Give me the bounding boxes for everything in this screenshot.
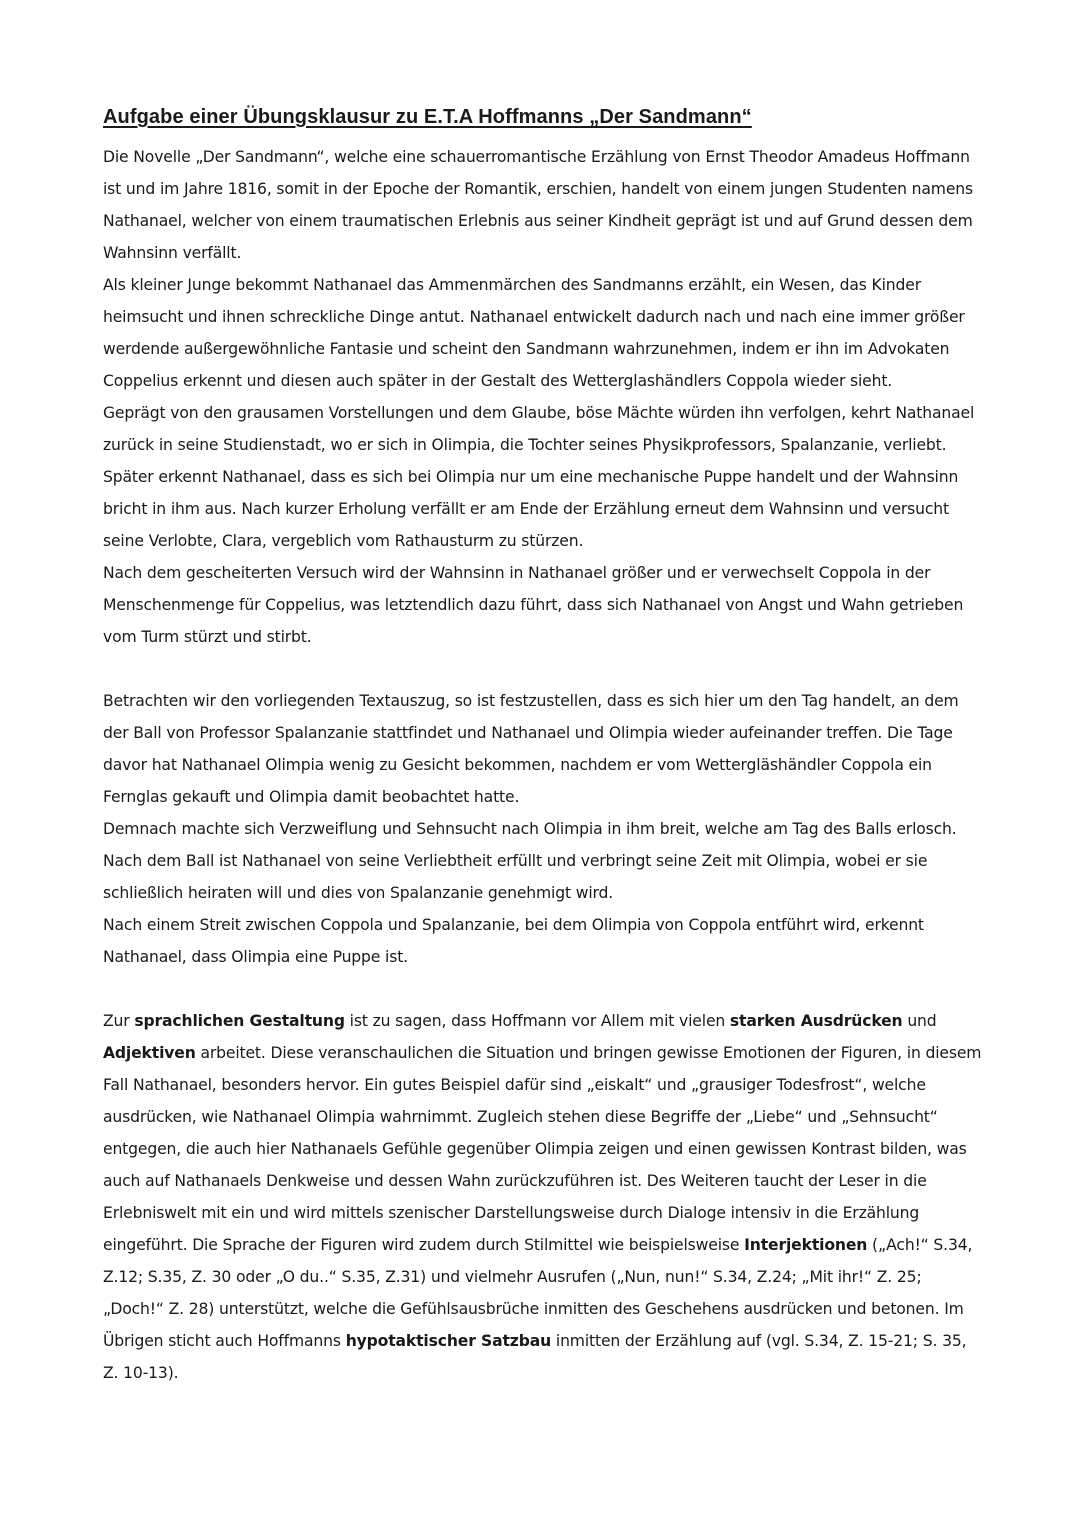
summary-paragraph-3: Geprägt von den grausamen Vorstellungen und dem Glaube, böse Mächte würden ihn verfolgen, kehrt Nathanael zurück in seine Studienstadt, wo er sich in Olimpia, die Tochter seines Physikprofessors, Spalanzanie, verliebt. Später erkennt Nathanael, dass es sich bei Olimpia nur um eine mechanische Puppe handelt und der Wahnsinn bricht in ihm aus. Nach kurzer Erholung verfällt er am Ende der Erzählung erneut dem Wahnsinn und versucht seine Verlobte, Clara, vergeblich vom Rathausturm zu stürzen.	[103, 404, 975, 550]
context-paragraph-3: Nach einem Streit zwischen Coppola und Spalanzanie, bei dem Olimpia von Coppola entführt wird, erkennt Nathanael, dass Olimpia eine Puppe ist.	[103, 916, 924, 966]
bold-term-interjektionen: Interjektionen	[744, 1236, 868, 1254]
context-paragraph-2: Demnach machte sich Verzweiflung und Sehnsucht nach Olimpia in ihm breit, welche am Tag des Balls erlosch. Nach dem Ball ist Nathanael von seine Verliebtheit erfüllt und verbringt seine Zeit mit Olimpia, wobei er sie schließlich heiraten will und dies von Spalanzanie genehmigt wird.	[103, 820, 957, 902]
paragraph-gap	[103, 653, 983, 685]
page-title: Aufgabe einer Übungsklausur zu E.T.A Hoffmanns „Der Sandmann“	[103, 106, 752, 128]
document-page	[103, 100, 983, 1389]
summary-paragraph-1: Die Novelle „Der Sandmann“, welche eine schauerromantische Erzählung von Ernst Theodor Amadeus Hoffmann ist und im Jahre 1816, somit in der Epoche der Romantik, erschien, handelt von einem jungen Studenten namens Nathanael, welcher von einem traumatischen Erlebnis aus seiner Kindheit geprägt ist und auf Grund dessen dem Wahnsinn verfällt.	[103, 148, 973, 262]
text-segment: („Ach!“ S.34, Z.12; S.35, Z. 30 oder „O du..“ S.35, Z.31) und vielmehr Ausrufen („Nun, nun!“ S.34, Z.24; „Mit ihr!“ Z. 25; „Doch!“ Z. 28) unterstützt, welche die Gefühlsausbrüche inmitten des Geschehens ausdrücken und betonen. Im Übrigen sticht auch Hoffmanns	[103, 1236, 973, 1350]
text-segment: arbeitet. Diese veranschaulichen die Situation und bringen gewisse Emotionen der Figuren, in diesem Fall Nathanael, besonders hervor. Ein gutes Beispiel dafür sind „eiskalt“ und „grausiger Todesfrost“, welche ausdrücken, wie Nathanael Olimpia wahrnimmt. Zugleich stehen diese Begriffe der „Liebe“ und „Sehnsucht“ entgegen, die auch hier Nathanaels Gefühle gegenüber Olimpia zeigen und einen gewissen Kontrast bilden, was auch auf Nathanaels Denkweise und dessen Wahn zurückzuführen ist. Des Weiteren taucht der Leser in die Erlebniswelt mit ein und wird mittels szenischer Darstellungsweise durch Dialoge intensiv in die Erzählung eingeführt. Die Sprache der Figuren wird zudem durch Stilmittel wie beispielsweise	[103, 1044, 982, 1254]
summary-paragraph-4: Nach dem gescheiterten Versuch wird der Wahnsinn in Nathanael größer und er verwechselt Coppola in der Menschenmenge für Coppelius, was letztendlich dazu führt, dass sich Nathanael von Angst und Wahn getrieben vom Turm stürzt und stirbt.	[103, 564, 964, 646]
text-segment: inmitten der Erzählung auf (vgl. S.34, Z. 15-21; S. 35, Z. 10-13).	[103, 1332, 967, 1382]
bold-term-sprachliche-gestaltung: sprachlichen Gestaltung	[134, 1012, 345, 1030]
text-segment: ist zu sagen, dass Hoffmann vor Allem mit vielen	[344, 1012, 730, 1030]
text-segment: und	[902, 1012, 937, 1030]
context-paragraph-1: Betrachten wir den vorliegenden Textauszug, so ist festzustellen, dass es sich hier um den Tag handelt, an dem der Ball von Professor Spalanzanie stattfindet und Nathanael und Olimpia wieder aufeinander treffen. Die Tage davor hat Nathanael Olimpia wenig zu Gesicht bekommen, nachdem er vom Wettergläshändler Coppola ein Fernglas gekauft und Olimpia damit beobachtet hatte.	[103, 692, 959, 806]
bold-term-adjektive: Adjektiven	[103, 1044, 196, 1062]
language-analysis-paragraph	[103, 1005, 983, 1389]
text-segment: Zur	[103, 1012, 135, 1030]
bold-term-hypotaktischer-satzbau: hypotaktischer Satzbau	[345, 1332, 552, 1350]
paragraph-gap	[103, 973, 983, 1005]
bold-term-starke-ausdruecke: starken Ausdrücken	[729, 1012, 903, 1030]
summary-paragraph-2: Als kleiner Junge bekommt Nathanael das Ammenmärchen des Sandmanns erzählt, ein Wesen, das Kinder heimsucht und ihnen schreckliche Dinge antut. Nathanael entwickelt dadurch nach und nach eine immer größer werdende außergewöhnliche Fantasie und scheint den Sandmann wahrzunehmen, indem er ihn im Advokaten Coppelius erkennt und diesen auch später in der Gestalt des Wetterglashändlers Coppola wieder sieht.	[103, 276, 965, 390]
